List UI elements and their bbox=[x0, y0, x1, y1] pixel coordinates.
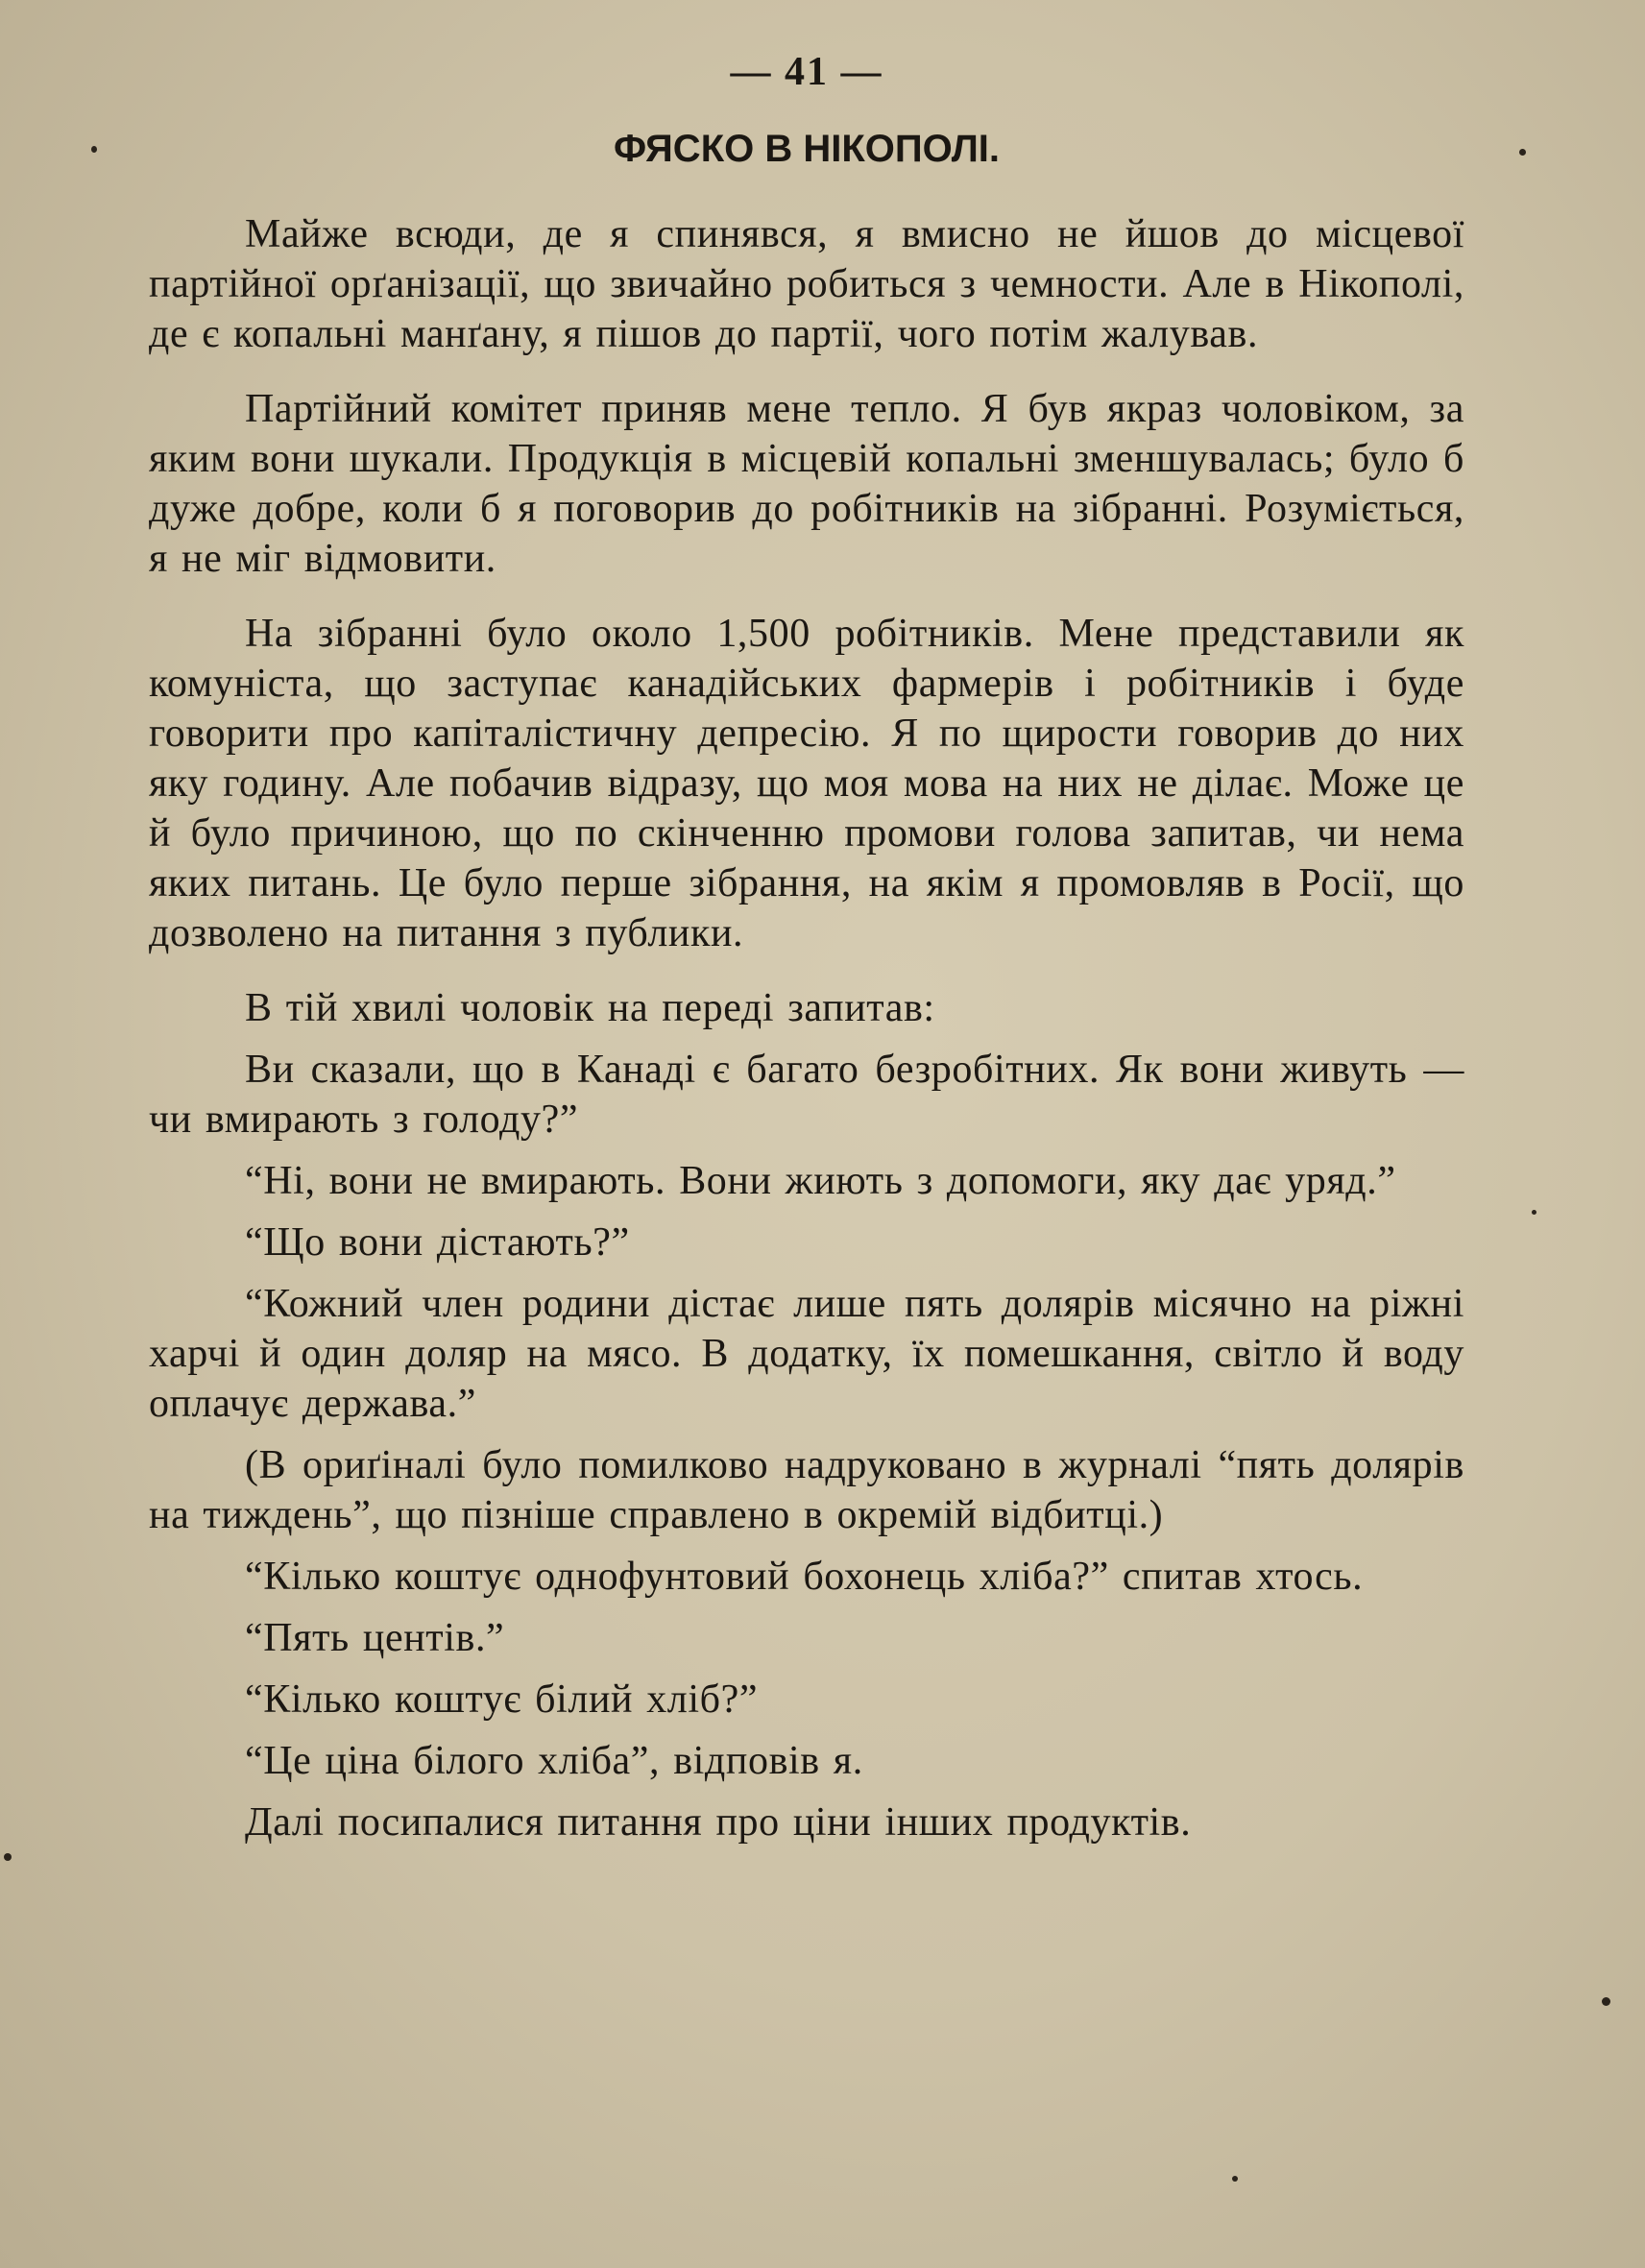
paragraph: “Кілько коштує однофунтовий бохонець хліба?” спитав хтось. bbox=[245, 1555, 1364, 1599]
chapter-title: ФЯСКО В НІКОПОЛІ. bbox=[613, 128, 1001, 170]
paragraph: Майже всюди, де я спинявся, я вмисно не йшов до місцевої партійної орґанізації, що звичайно робиться з чемности. Але в Нікополі, де є копальні манґану, я пішов до партії, чого потім жалував. bbox=[149, 212, 1464, 356]
paragraph: “Ні, вони не вмирають. Вони жиють з допомоги, яку дає уряд.” bbox=[245, 1159, 1396, 1203]
paragraph: “Що вони дістають?” bbox=[245, 1220, 630, 1265]
paragraph: Далі посипалися питання про ціни інших продуктів. bbox=[245, 1800, 1192, 1845]
paper-speck bbox=[4, 1853, 12, 1861]
page-number: — 41 — bbox=[730, 50, 883, 94]
paragraph: В тій хвилі чоловік на переді запитав: bbox=[245, 986, 935, 1030]
paper-speck bbox=[91, 146, 97, 153]
paper-speck bbox=[1532, 1210, 1536, 1215]
paragraph: Партійний комітет приняв мене тепло. Я був якраз чоловіком, за яким вони шукали. Продукція в місцевій копальні зменшувалась; було б дуже добре, коли б я поговорив до робітників на зібранні. Розуміється, я не міг відмовити. bbox=[149, 387, 1464, 581]
paragraph: (В ориґіналі було помилково надруковано в журналі “пять долярів на тиждень”, що пізніше справлено в окремій відбитці.) bbox=[149, 1443, 1464, 1537]
paragraph: “Кожний член родини дістає лише пять долярів місячно на ріжні харчі й один доляр на мясо. В додатку, їх помешкання, світло й воду оплачує держава.” bbox=[149, 1282, 1464, 1426]
paragraph: “Пять центів.” bbox=[245, 1616, 505, 1660]
page-text bbox=[149, 48, 1464, 1859]
paper-speck bbox=[1602, 1997, 1610, 2006]
paper-speck bbox=[1519, 149, 1526, 156]
paragraph: На зібранні було около 1,500 робітників. Мене представили як комуніста, що заступає канадійських фармерів і робітників і буде говорити про капіталістичну депресію. Я по щирости говорив до них яку годину. Але побачив відразу, що моя мова на них не ділає. Може це й було причиною, що по скінченню промови голова запитав, чи нема яких питань. Це було перше зібрання, на якім я промовляв в Росії, що дозволено на питання з публики. bbox=[149, 612, 1464, 955]
paragraph: “Кілько коштує білий хліб?” bbox=[245, 1677, 759, 1722]
paragraph: “Це ціна білого хліба”, відповів я. bbox=[245, 1739, 863, 1783]
paper-speck bbox=[1232, 2176, 1238, 2182]
paragraph: Ви сказали, що в Канаді є багато безробітних. Як вони живуть — чи вмирають з голоду?” bbox=[149, 1048, 1464, 1142]
